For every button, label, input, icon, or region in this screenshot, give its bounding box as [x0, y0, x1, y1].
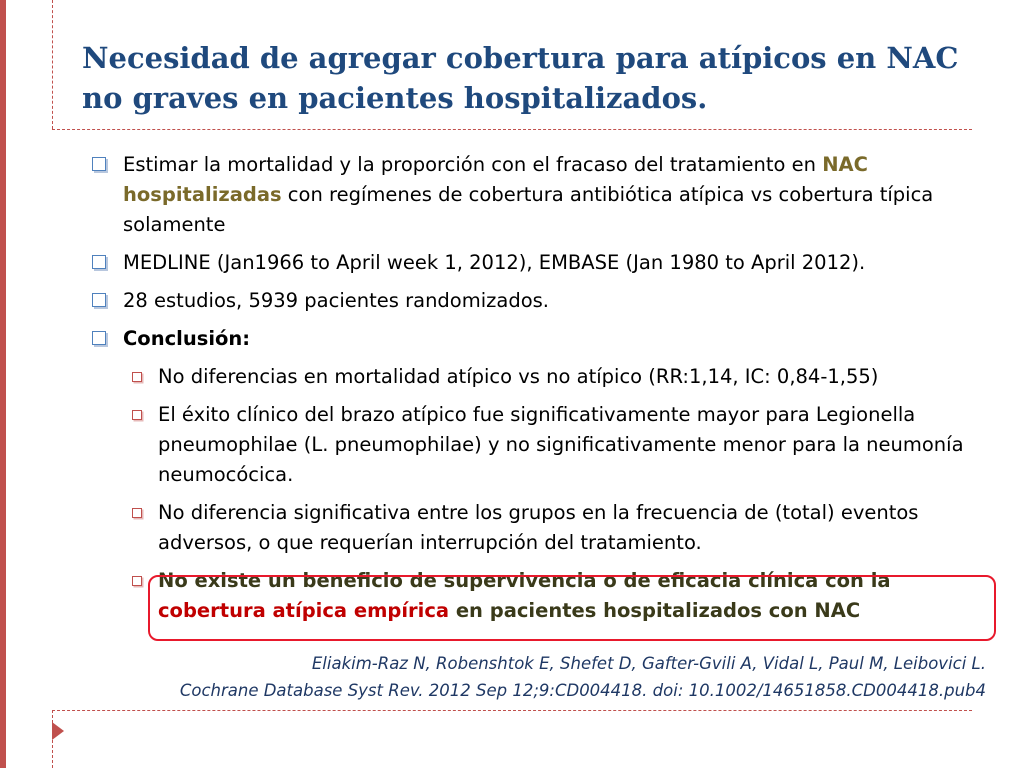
bullet-objective [90, 150, 990, 240]
citation-reference: Cochrane Database Syst Rev. 2012 Sep 12;9:CD004418. doi: 10.1002/14651858.CD004418.pub4 [179, 681, 986, 700]
subbullet-adverse-events-text: No diferencia significativa entre los grupos en la frecuencia de (total) eventos adversos, o que requerían interrupción del tratamiento. [158, 501, 919, 554]
next-slide-arrow-icon[interactable] [52, 722, 64, 740]
left-accent-bar [0, 0, 6, 768]
subbullet-mortality [90, 362, 990, 392]
bullet-objective-text: Estimar la mortalidad y la proporción con el fracaso del tratamiento en [123, 153, 823, 176]
hollow-square-bullet-icon [92, 293, 106, 307]
hollow-square-bullet-icon [92, 157, 106, 171]
bullet-conclusion [90, 324, 990, 354]
footer-divider [52, 710, 972, 711]
subbullet-key-conclusion-part3: en pacientes hospitalizados con NAC [449, 599, 861, 622]
hollow-square-bullet-icon [92, 255, 106, 269]
bullet-studies [90, 286, 990, 316]
slide-title: Necesidad de agregar cobertura para atípicos en NAC no graves en pacientes hospitalizados. [82, 41, 959, 115]
title-divider [52, 129, 972, 130]
bullet-studies-text: 28 estudios, 5939 pacientes randomizados. [123, 289, 550, 312]
subbullet-clinical-success-text: El éxito clínico del brazo atípico fue significativamente mayor para Legionella pneumophilae (L. pneumophilae) y no significativamente menor para la neumonía neumocócica. [158, 403, 964, 486]
subbullet-clinical-success [90, 400, 990, 490]
hollow-square-bullet-icon [92, 331, 106, 345]
subbullet-key-conclusion-emphasis: cobertura atípica empírica [158, 599, 450, 622]
small-hollow-square-bullet-icon [132, 410, 142, 420]
bullet-objective-rest: con regímenes de cobertura antibiótica atípica vs cobertura típica solamente [123, 183, 934, 236]
small-hollow-square-bullet-icon [132, 508, 142, 518]
small-hollow-square-bullet-icon [132, 576, 142, 586]
bullet-objective-highlight: NAC hospitalizadas [123, 153, 868, 206]
bullet-sources-text: MEDLINE (Jan1966 to April week 1, 2012), EMBASE (Jan 1980 to April 2012). [123, 251, 866, 274]
small-hollow-square-bullet-icon [132, 372, 142, 382]
slide-body [90, 150, 990, 634]
citation-authors: Eliakim-Raz N, Robenshtok E, Shefet D, Gafter-Gvili A, Vidal L, Paul M, Leibovici L. [311, 654, 986, 673]
conclusion-highlight-box [148, 575, 996, 641]
top-vertical-divider [52, 0, 53, 129]
subbullet-adverse-events [90, 498, 990, 558]
bullet-conclusion-text: Conclusión: [123, 327, 251, 350]
bullet-sources [90, 248, 990, 278]
subbullet-mortality-text: No diferencias en mortalidad atípico vs no atípico (RR:1,14, IC: 0,84-1,55) [158, 365, 879, 388]
subbullet-key-conclusion-part1: No existe un beneficio de supervivencia o de eficacia clínica con la [158, 569, 891, 592]
